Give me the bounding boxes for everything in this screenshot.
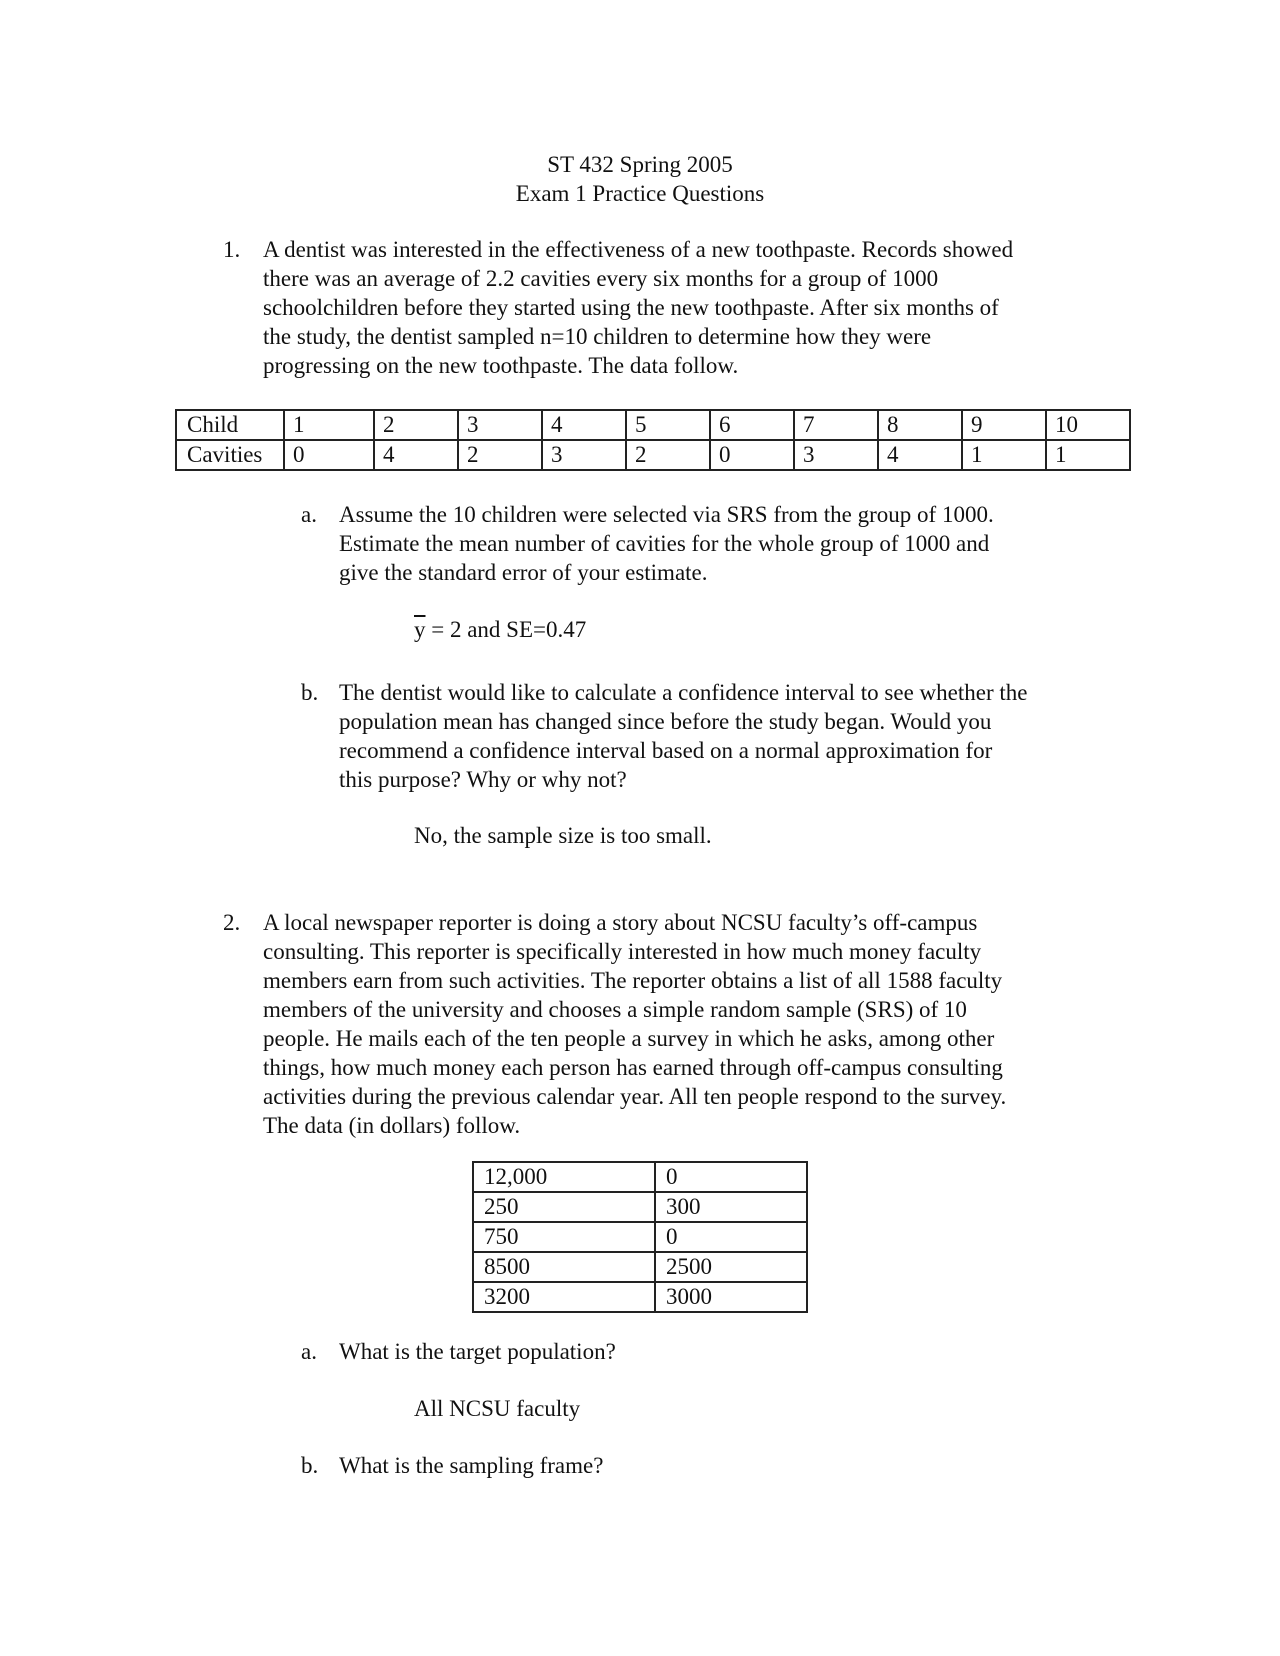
question-1b — [301, 678, 1101, 798]
table-cell: 300 — [655, 1192, 807, 1222]
question-1b-line: recommend a confidence interval based on a normal approximation for — [339, 738, 993, 763]
question-1 — [223, 235, 1243, 385]
question-1-number: 1. — [223, 237, 241, 262]
answer-1b: No, the sample size is too small. — [414, 823, 712, 848]
question-1b-label: b. — [301, 680, 319, 705]
table-cell: 7 — [794, 410, 878, 440]
exam-title: Exam 1 Practice Questions — [515, 181, 765, 206]
question-1-text — [263, 235, 1013, 380]
table-cell: 4 — [542, 410, 626, 440]
table-cell: 3 — [794, 440, 878, 470]
question-1-line: progressing on the new toothpaste. The data follow. — [263, 353, 739, 378]
question-2-line: The data (in dollars) follow. — [263, 1113, 521, 1138]
cavities-table — [175, 409, 1131, 471]
table-row-child — [176, 410, 1130, 440]
table-cell: 10 — [1046, 410, 1130, 440]
table-cell: 1 — [284, 410, 374, 440]
question-2-line: A local newspaper reporter is doing a story about NCSU faculty’s off-campus — [263, 910, 978, 935]
table-cell: 12,000 — [473, 1162, 655, 1192]
table-cell: 8500 — [473, 1252, 655, 1282]
row-label-child: Child — [176, 410, 284, 440]
question-1-line: there was an average of 2.2 cavities every six months for a group of 1000 — [263, 266, 939, 291]
table-cell: 3000 — [655, 1282, 807, 1312]
table-row — [473, 1222, 807, 1252]
question-1b-line: population mean has changed since before the study began. Would you — [339, 709, 992, 734]
table-row — [473, 1192, 807, 1222]
y-bar-symbol: $\overline{y}$ — [414, 617, 426, 642]
question-1a-line: Estimate the mean number of cavities for the whole group of 1000 and — [339, 531, 990, 556]
question-2-line: members earn from such activities. The reporter obtains a list of all 1588 faculty — [263, 968, 1003, 993]
question-1a — [301, 500, 1101, 590]
question-2 — [223, 908, 1243, 1143]
question-2a-label: a. — [301, 1339, 317, 1364]
consulting-dollars-table — [472, 1161, 808, 1313]
row-label-cavities: Cavities — [176, 440, 284, 470]
table-cell: 250 — [473, 1192, 655, 1222]
table-cell: 2 — [626, 440, 710, 470]
document-title — [0, 150, 1280, 208]
table-cell: 3 — [458, 410, 542, 440]
table-cell: 2500 — [655, 1252, 807, 1282]
table-cell: 0 — [655, 1222, 807, 1252]
question-2-line: members of the university and chooses a simple random sample (SRS) of 10 — [263, 997, 967, 1022]
question-2-line: consulting. This reporter is specifically interested in how much money faculty — [263, 939, 982, 964]
question-2a — [301, 1337, 1101, 1367]
question-1b-line: The dentist would like to calculate a confidence interval to see whether the — [339, 680, 1028, 705]
table-cell: 2 — [458, 440, 542, 470]
table-cell: 0 — [710, 440, 794, 470]
question-1-line: the study, the dentist sampled n=10 children to determine how they were — [263, 324, 932, 349]
question-2-line: things, how much money each person has earned through off-campus consulting — [263, 1055, 1003, 1080]
answer-1a-text: = 2 and SE=0.47 — [425, 617, 587, 642]
table-cell: 5 — [626, 410, 710, 440]
question-2-line: activities during the previous calendar year. All ten people respond to the survey. — [263, 1084, 1007, 1109]
question-1a-label: a. — [301, 502, 317, 527]
question-2b-label: b. — [301, 1453, 319, 1478]
question-2-number: 2. — [223, 910, 241, 935]
answer-2a: All NCSU faculty — [414, 1396, 581, 1421]
question-2b-line: What is the sampling frame? — [339, 1453, 604, 1478]
table-cell: 750 — [473, 1222, 655, 1252]
table-cell: 8 — [878, 410, 962, 440]
table-cell: 4 — [878, 440, 962, 470]
table-cell: 4 — [374, 440, 458, 470]
question-2a-line: What is the target population? — [339, 1339, 616, 1364]
table-row — [473, 1162, 807, 1192]
table-row — [473, 1282, 807, 1312]
table-cell: 3200 — [473, 1282, 655, 1312]
table-row-cavities — [176, 440, 1130, 470]
course-title: ST 432 Spring 2005 — [547, 152, 733, 177]
table-cell: 6 — [710, 410, 794, 440]
question-2b — [301, 1451, 1101, 1481]
table-cell: 0 — [284, 440, 374, 470]
table-row — [473, 1252, 807, 1282]
question-1a-text — [339, 500, 994, 587]
answer-1a — [414, 615, 586, 644]
table-cell: 1 — [1046, 440, 1130, 470]
question-1b-text — [339, 678, 1027, 794]
question-2b-text — [339, 1451, 603, 1480]
table-cell: 2 — [374, 410, 458, 440]
question-1a-line: Assume the 10 children were selected via SRS from the group of 1000. — [339, 502, 994, 527]
table-cell: 0 — [655, 1162, 807, 1192]
table-cell: 3 — [542, 440, 626, 470]
table-cell: 9 — [962, 410, 1046, 440]
question-2-line: people. He mails each of the ten people a survey in which he asks, among other — [263, 1026, 995, 1051]
question-1-line: A dentist was interested in the effectiveness of a new toothpaste. Records showed — [263, 237, 1014, 262]
table-cell: 1 — [962, 440, 1046, 470]
question-1a-line: give the standard error of your estimate. — [339, 560, 708, 585]
question-2a-text — [339, 1337, 616, 1366]
question-2-text — [263, 908, 1006, 1140]
question-1b-line: this purpose? Why or why not? — [339, 767, 627, 792]
question-1-line: schoolchildren before they started using the new toothpaste. After six months of — [263, 295, 999, 320]
